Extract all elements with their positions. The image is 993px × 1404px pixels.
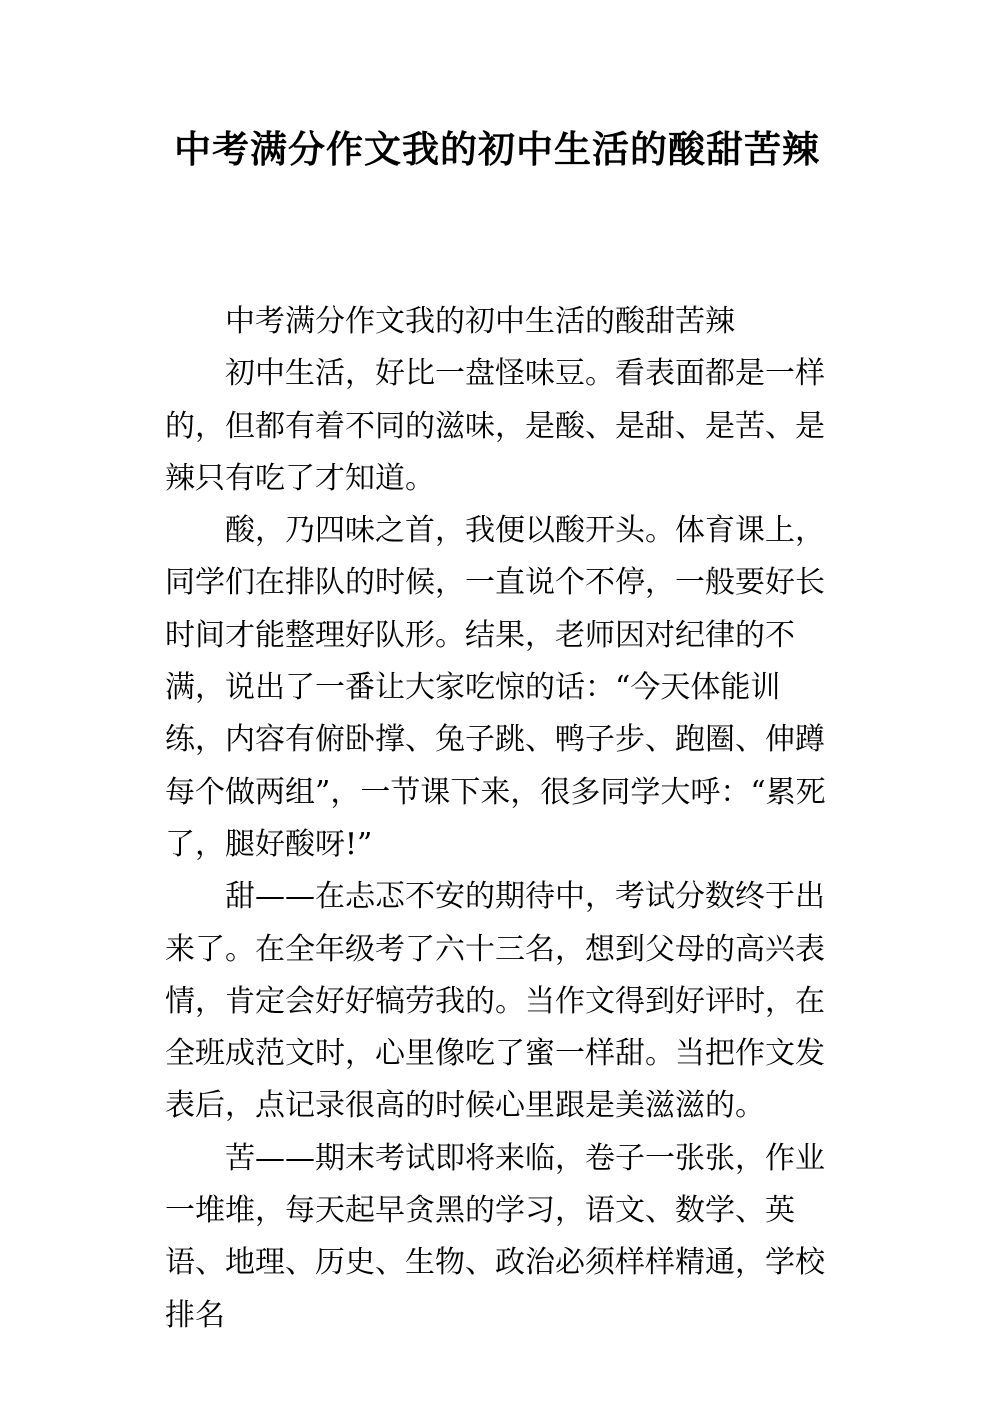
paragraph-sour: 酸，乃四味之首，我便以酸开头。体育课上，同学们在排队的时候，一直说个不停，一般要好长时间才能整理好队形。结果，老师因对纪律的不满，说出了一番让大家吃惊的话：“今天体能训练，内容有俯卧撑、兔子跳、鸭子步、跑圈、伸蹲每个做两组”，一节课下来，很多同学大呼：“累死了，腿好酸呀!” [165,513,826,862]
paragraph-sweet: 甜——在忐忑不安的期待中，考试分数终于出来了。在全年级考了六十三名，想到父母的高兴表情，肯定会好好犒劳我的。当作文得到好评时，在全班成范文时，心里像吃了蜜一样甜。当把作文发表后，点记录很高的时候心里跟是美滋滋的。 [165,879,825,1124]
document-body [165,296,830,1342]
document-title: 中考满分作文我的初中生活的酸甜苦辣 [174,128,820,171]
paragraph-bitter: 苦——期末考试即将来临，卷子一张张，作业一堆堆，每天起早贪黑的学习，语文、数学、英语、地理、历史、生物、政治必须样样精通，学校排名 [165,1140,825,1333]
paragraph-subtitle: 中考满分作文我的初中生活的酸甜苦辣 [225,304,735,339]
paragraph-intro: 初中生活，好比一盘怪味豆。看表面都是一样的，但都有着不同的滋味，是酸、是甜、是苦、是辣只有吃了才知道。 [165,356,825,496]
